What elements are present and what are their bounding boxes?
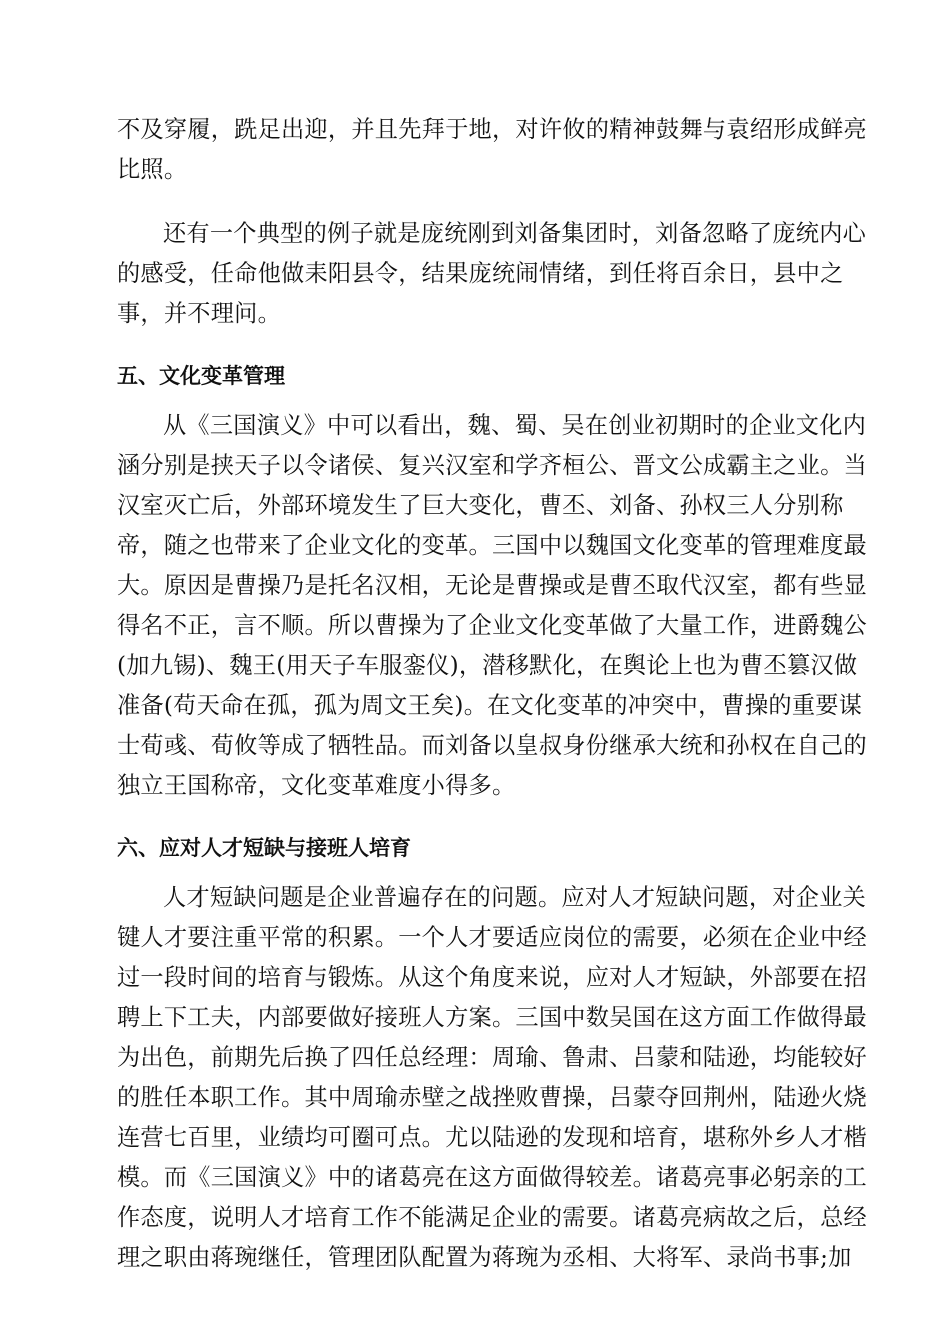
- paragraph-pang-tong-example: [117, 214, 867, 334]
- text-line: 不及穿履，跣足出迎，并且先拜于地，对许攸的精神鼓舞与袁绍形成鲜亮: [117, 116, 867, 143]
- text-line: 理之职由蒋琬继任，管理团队配置为蒋琬为丞相、大将军、录尚书事;加: [117, 1244, 852, 1271]
- section-heading-talent-succession: 六、应对人才短缺与接班人培育: [117, 836, 411, 860]
- text-line: 连营七百里，业绩均可圈可点。尤以陆逊的发现和培育，堪称外乡人才楷: [117, 1124, 867, 1151]
- text-line: 独立王国称帝，文化变革难度小得多。: [117, 772, 516, 799]
- text-line: 人才短缺问题是企业普遍存在的问题。应对人才短缺问题，对企业关: [163, 884, 867, 911]
- text-line: 聘上下工夫，内部要做好接班人方案。三国中数吴国在这方面工作做得最: [117, 1004, 867, 1031]
- text-line: 汉室灭亡后，外部环境发生了巨大变化，曹丕、刘备、孙权三人分别称: [117, 492, 844, 519]
- text-line: 比照。: [117, 156, 188, 183]
- paragraph-talent-succession: [117, 878, 867, 1278]
- text-line: 作态度，说明人才培育工作不能满足企业的需要。诸葛亮病故之后，总经: [117, 1204, 867, 1231]
- text-line: 过一段时间的培育与锻炼。从这个角度来说，应对人才短缺，外部要在招: [117, 964, 867, 991]
- text-line: 准备(苟天命在孤，孤为周文王矣)。在文化变革的冲突中，曹操的重要谋: [117, 692, 863, 719]
- text-line: (加九锡)、魏王(用天子车服銮仪)，潜移默化，在舆论上也为曹丕篡汉做: [117, 652, 858, 679]
- text-line: 的感受，任命他做耒阳县令，结果庞统闹情绪，到任将百余日，县中之: [117, 260, 844, 287]
- text-line: 事，并不理问。: [117, 300, 282, 327]
- text-line: 还有一个典型的例子就是庞统刚到刘备集团时，刘备忽略了庞统内心: [163, 220, 867, 247]
- document-body: [117, 110, 867, 1278]
- paragraph-xu-you-comparison: [117, 110, 867, 190]
- text-line: 涵分别是挟天子以令诸侯、复兴汉室和学齐桓公、晋文公成霸主之业。当: [117, 452, 867, 479]
- paragraph-cultural-change: [117, 406, 867, 806]
- text-line: 从《三国演义》中可以看出，魏、蜀、吴在创业初期时的企业文化内: [163, 412, 867, 439]
- text-line: 模。而《三国演义》中的诸葛亮在这方面做得较差。诸葛亮事必躬亲的工: [117, 1164, 867, 1191]
- text-line: 为出色，前期先后换了四任总经理：周瑜、鲁肃、吕蒙和陆逊，均能较好: [117, 1044, 867, 1071]
- section-heading-cultural-change: 五、文化变革管理: [117, 364, 285, 388]
- text-line: 帝，随之也带来了企业文化的变革。三国中以魏国文化变革的管理难度最: [117, 532, 867, 559]
- text-line: 键人才要注重平常的积累。一个人才要适应岗位的需要，必须在企业中经: [117, 924, 867, 951]
- text-line: 得名不正，言不顺。所以曹操为了企业文化变革做了大量工作，进爵魏公: [117, 612, 867, 639]
- text-line: 士荀彧、荀攸等成了牺牲品。而刘备以皇叔身份继承大统和孙权在自己的: [117, 732, 867, 759]
- text-line: 的胜任本职工作。其中周瑜赤壁之战挫败曹操，吕蒙夺回荆州，陆逊火烧: [117, 1084, 867, 1111]
- text-line: 大。原因是曹操乃是托名汉相，无论是曹操或是曹丕取代汉室，都有些显: [117, 572, 867, 599]
